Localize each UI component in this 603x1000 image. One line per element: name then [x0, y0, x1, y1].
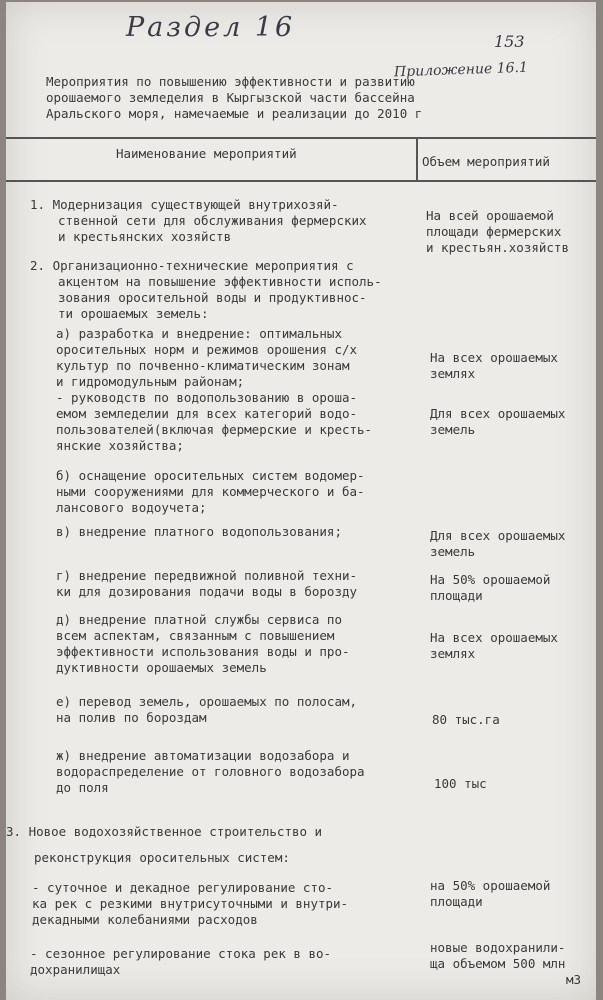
row-volume-line: землях: [430, 646, 476, 661]
row-activity-line: в) внедрение платного водопользования;: [56, 524, 342, 539]
row-activity-line: лансового водоучета;: [56, 500, 207, 515]
row-activity-line: ными сооружениями для коммерческого и ба-: [56, 484, 365, 499]
row-volume-line: ща объемом 500 млн: [430, 956, 566, 971]
row-activity-line: б) оснащение оросительных систем водомер-: [56, 468, 365, 483]
row-activity-line: ственной сети для обслуживания фермерских: [58, 213, 367, 228]
row-activity-line: на полив по бороздам: [56, 710, 207, 725]
row-activity-line: эффективности использования воды и про-: [56, 644, 350, 659]
row-activity-line: - руководств по водопользованию в ороша-: [56, 390, 358, 405]
row-volume-line: На всех орошаемых: [430, 630, 558, 645]
row-activity-line: всем аспектам, связанным с повышением: [56, 628, 335, 643]
row-activity-line: акцентом на повышение эффективности исполь-: [58, 274, 382, 289]
handwritten-page-number: 153: [494, 32, 525, 51]
row-volume-line: На 50% орошаемой: [430, 572, 551, 587]
row-activity-line: оросительных норм и режимов орошения с/х: [56, 342, 358, 357]
table-column-divider: [416, 137, 418, 181]
row-activity-line: а) разработка и внедрение: оптимальных: [56, 326, 342, 341]
row-activity-line: дуктивности орошаемых земель: [56, 660, 267, 675]
column-header-volume: Объем мероприятий: [422, 154, 550, 169]
document-page: [6, 2, 596, 1000]
row-activity-line: декадными колебаниями расходов: [32, 912, 258, 927]
row-activity-line: ж) внедрение автоматизации водозабора и: [56, 748, 350, 763]
row-activity-line: - сезонное регулирование стока рек в во-: [30, 946, 332, 961]
row-activity-line: пользователей(включая фермерские и кресть-: [56, 422, 373, 437]
row-activity-line: емом земледелии для всех категорий водо-: [56, 406, 358, 421]
row-volume-line: Для всех орошаемых: [430, 528, 566, 543]
handwritten-appendix-label: Приложение 16.1: [393, 59, 529, 81]
row-activity-line: - суточное и декадное регулирование сто-: [32, 880, 334, 895]
row-volume-line: Для всех орошаемых: [430, 406, 566, 421]
table-top-rule: [6, 137, 596, 139]
row-volume-line: землях: [430, 366, 476, 381]
row-activity-line: 1. Модернизация существующей внутрихозяй-: [30, 197, 339, 212]
row-activity-line: водораспределение от головного водозабора: [56, 764, 365, 779]
row-activity-line: г) внедрение передвижной поливной техни-: [56, 568, 358, 583]
row-volume-line: на 50% орошаемой: [430, 878, 551, 893]
row-volume-line: земель: [430, 544, 476, 559]
row-activity-line: до поля: [56, 780, 109, 795]
row-activity-line: реконструкция оросительных систем:: [34, 850, 290, 865]
row-volume-line: новые водохранили-: [430, 940, 566, 955]
row-volume-line: На всей орошаемой: [426, 208, 554, 223]
row-activity-line: ка рек с резкими внутрисуточными и внутри-: [32, 896, 349, 911]
row-volume-line: площади: [430, 588, 483, 603]
row-volume-line: земель: [430, 422, 476, 437]
row-volume-line: и крестьян.хозяйств: [426, 240, 569, 255]
row-activity-line: ти орошаемых земель:: [58, 306, 209, 321]
row-volume-line: 80 тыс.га: [432, 712, 500, 727]
handwritten-section-label: Раздел 16: [126, 12, 296, 43]
row-activity-line: 2. Организационно-технические мероприятия с: [30, 258, 354, 273]
row-activity-line: янские хозяйства;: [56, 438, 184, 453]
row-activity-line: дохранилищах: [30, 962, 121, 977]
row-activity-line: и крестьянских хозяйств: [58, 229, 232, 244]
row-activity-line: культур по почвенно-климатическим зонам: [56, 358, 350, 373]
document-title-line-3: Аральского моря, намечаемые и реализации до 2010 г: [46, 106, 423, 121]
row-volume-line: площади фермерских: [426, 224, 562, 239]
row-volume-line: м3: [566, 972, 582, 987]
row-activity-line: д) внедрение платной службы сервиса по: [56, 612, 342, 627]
table-header-rule: [6, 180, 596, 182]
row-activity-line: е) перевод земель, орошаемых по полосам,: [56, 694, 358, 709]
row-volume-line: На всех орошаемых: [430, 350, 558, 365]
row-activity-line: ки для дозирования подачи воды в борозду: [56, 584, 358, 599]
row-volume-line: 100 тыс: [434, 776, 487, 791]
row-activity-line: зования оросительной воды и продуктивнос-: [58, 290, 367, 305]
column-header-activity: Наименование мероприятий: [116, 146, 297, 161]
document-title-line-1: Мероприятия по повышению эффективности и развитию: [46, 74, 415, 89]
row-activity-line: 3. Новое водохозяйственное строительство и: [6, 824, 323, 839]
row-volume-line: площади: [430, 894, 483, 909]
row-activity-line: и гидромодульным районам;: [56, 374, 245, 389]
document-title-line-2: орошаемого земледелия в Кыргызской части бассейна: [46, 90, 415, 105]
